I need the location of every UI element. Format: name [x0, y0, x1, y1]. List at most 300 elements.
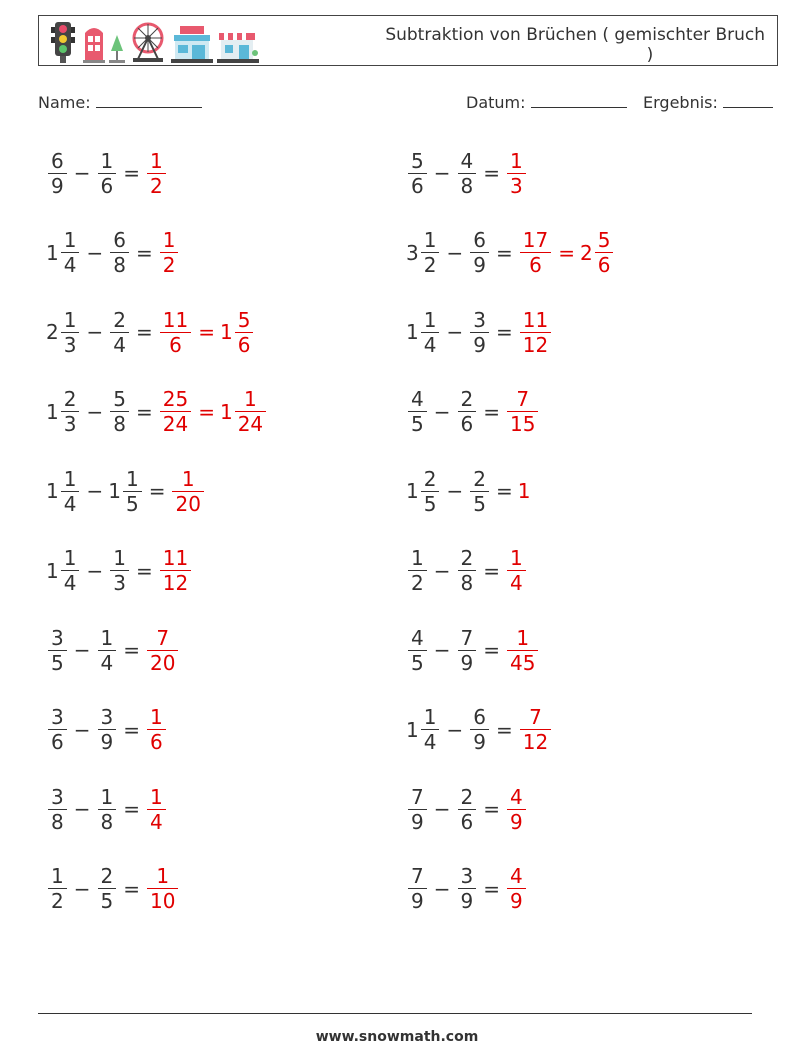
phone-booth-icon — [83, 21, 105, 63]
fraction — [421, 308, 440, 357]
mixed-number — [145, 626, 180, 675]
mixed-number — [406, 149, 429, 198]
answer — [505, 785, 528, 834]
denominator: 9 — [100, 730, 114, 754]
denominator: 6 — [237, 332, 251, 357]
numerator: 11 — [162, 546, 189, 570]
denominator: 5 — [125, 491, 139, 516]
whole-part: 1 — [517, 479, 531, 503]
numerator: 1 — [423, 228, 437, 252]
denominator: 24 — [162, 412, 189, 436]
numerator: 1 — [113, 546, 126, 570]
mixed-number — [158, 228, 181, 277]
traffic-light-icon — [47, 21, 79, 63]
mixed-number — [505, 387, 540, 436]
minus-sign: − — [433, 399, 451, 424]
fraction — [507, 626, 538, 675]
market-stall-icon — [217, 21, 259, 63]
denominator: 15 — [510, 412, 536, 436]
fraction — [470, 308, 489, 357]
denominator: 4 — [423, 730, 437, 754]
denominator: 9 — [460, 650, 474, 675]
answer — [145, 149, 168, 198]
mixed-number — [456, 387, 479, 436]
numerator: 7 — [460, 625, 474, 650]
name-blank[interactable] — [96, 93, 202, 108]
fraction — [147, 864, 178, 913]
denominator: 2 — [423, 253, 437, 277]
numerator: 1 — [63, 546, 77, 570]
problem-row — [46, 541, 193, 601]
denominator: 12 — [162, 571, 189, 595]
fraction — [160, 387, 191, 436]
equals-sign: = — [483, 558, 500, 583]
answer — [158, 308, 256, 357]
mixed-number — [46, 864, 69, 913]
answer — [145, 626, 180, 675]
result-label: Ergebnis: — [643, 93, 718, 112]
fraction — [110, 308, 129, 357]
denominator: 20 — [150, 650, 176, 675]
denominator: 9 — [473, 253, 486, 277]
numerator: 25 — [162, 387, 189, 411]
equals-sign: = — [148, 479, 166, 503]
numerator: 1 — [63, 307, 77, 332]
numerator: 1 — [156, 864, 170, 888]
fraction — [48, 864, 67, 913]
numerator: 3 — [460, 864, 474, 888]
equals-sign: = — [483, 876, 500, 901]
header-icons — [47, 21, 259, 63]
problem-row — [406, 223, 615, 283]
mixed-number — [46, 626, 69, 675]
numerator: 17 — [522, 228, 549, 252]
equals-sign: = — [135, 558, 153, 583]
denominator: 5 — [411, 412, 424, 436]
denominator: 6 — [411, 173, 424, 198]
problem-row — [46, 461, 206, 521]
numerator: 1 — [181, 466, 195, 491]
minus-sign: − — [73, 638, 91, 662]
mixed-number — [46, 705, 69, 754]
problem-row — [406, 620, 540, 680]
numerator: 2 — [113, 307, 126, 332]
mixed-number — [96, 149, 119, 198]
mixed-number — [96, 705, 119, 754]
fraction — [520, 228, 551, 277]
numerator: 1 — [516, 625, 530, 650]
mixed-number — [580, 228, 615, 277]
fraction — [507, 546, 526, 595]
denominator: 12 — [522, 730, 549, 754]
whole-part: 1 — [46, 399, 59, 424]
fraction — [123, 467, 142, 516]
whole-part: 1 — [406, 479, 419, 503]
equals-sign: = — [135, 399, 153, 424]
numerator: 3 — [100, 705, 114, 729]
numerator: 7 — [156, 625, 170, 650]
fraction — [110, 546, 129, 595]
answer — [170, 467, 205, 516]
denominator: 5 — [423, 491, 437, 516]
whole-part: 1 — [406, 320, 419, 344]
denominator: 4 — [113, 332, 126, 357]
mixed-number — [145, 705, 168, 754]
denominator: 8 — [460, 173, 474, 198]
problem-row — [406, 859, 528, 919]
whole-part: 3 — [406, 240, 419, 265]
mixed-number — [108, 308, 131, 357]
equals-sign: = — [483, 161, 500, 185]
mixed-number — [46, 228, 81, 277]
fraction — [98, 864, 117, 913]
mixed-number — [518, 705, 553, 754]
mixed-number — [468, 467, 491, 516]
mixed-number — [108, 546, 131, 595]
denominator: 9 — [411, 889, 424, 913]
numerator: 2 — [460, 546, 474, 570]
numerator: 1 — [423, 705, 437, 729]
problem-row — [406, 143, 528, 203]
mixed-number — [505, 864, 528, 913]
fraction — [235, 308, 254, 357]
fraction — [147, 705, 166, 754]
numerator: 5 — [113, 387, 126, 411]
mixed-number — [170, 467, 205, 516]
mixed-number — [406, 864, 429, 913]
numerator: 4 — [411, 625, 424, 650]
mixed-number — [406, 705, 441, 754]
numerator: 7 — [516, 387, 530, 411]
fraction — [172, 467, 203, 516]
equals-sign: = — [483, 399, 500, 424]
problem-row — [46, 779, 168, 839]
problem-row — [46, 302, 255, 362]
fraction — [408, 864, 427, 913]
fraction — [458, 149, 477, 198]
page-title-line2: ) — [646, 45, 654, 65]
denominator: 4 — [423, 332, 437, 357]
minus-sign: − — [73, 161, 91, 185]
problem-row — [46, 700, 168, 760]
answer — [518, 228, 616, 277]
fraction — [421, 228, 440, 277]
fraction — [61, 387, 80, 436]
equals-sign: = — [198, 320, 215, 344]
denominator: 6 — [51, 730, 64, 754]
fraction — [110, 228, 129, 277]
problem-row — [406, 779, 528, 839]
mixed-number — [46, 467, 81, 516]
numerator: 6 — [51, 148, 64, 173]
mixed-number — [406, 308, 441, 357]
numerator: 7 — [411, 864, 424, 888]
mixed-number — [505, 149, 528, 198]
mixed-number — [46, 785, 69, 834]
equals-sign: = — [495, 479, 513, 503]
answer — [518, 308, 553, 357]
mixed-number — [406, 626, 429, 675]
page-title — [385, 25, 765, 65]
mixed-number — [46, 149, 69, 198]
mixed-number — [456, 546, 479, 595]
fraction — [595, 228, 614, 277]
fraction — [235, 387, 266, 436]
fraction — [48, 705, 67, 754]
fraction — [160, 228, 179, 277]
mixed-number — [518, 479, 531, 503]
denominator: 2 — [150, 173, 163, 198]
fraction — [147, 785, 166, 834]
mixed-number — [108, 387, 131, 436]
fraction — [160, 308, 191, 357]
fraction — [470, 467, 489, 516]
fraction — [458, 785, 477, 834]
name-field[interactable] — [38, 93, 202, 112]
answer — [518, 705, 553, 754]
answer — [158, 546, 193, 595]
denominator: 24 — [237, 412, 264, 436]
denominator: 5 — [51, 650, 64, 675]
fraction — [98, 149, 117, 198]
denominator: 9 — [460, 889, 474, 913]
numerator: 2 — [423, 466, 437, 491]
problem-row — [406, 382, 540, 442]
mixed-number — [518, 308, 553, 357]
answer — [158, 228, 181, 277]
result-blank[interactable] — [723, 93, 773, 108]
whole-part: 1 — [46, 479, 59, 503]
numerator: 5 — [411, 148, 424, 173]
equals-sign: = — [495, 240, 513, 265]
denominator: 8 — [113, 412, 126, 436]
fraction — [408, 387, 427, 436]
denominator: 4 — [63, 571, 77, 595]
page-title-line1: Subtraktion von Brüchen ( gemischter Bruch — [385, 25, 765, 45]
minus-sign: − — [446, 320, 464, 344]
minus-sign: − — [86, 399, 104, 424]
mixed-number — [145, 864, 180, 913]
minus-sign: − — [446, 717, 464, 742]
denominator: 3 — [63, 412, 77, 436]
name-label: Name: — [38, 93, 91, 112]
denominator: 4 — [63, 253, 77, 277]
denominator: 8 — [460, 571, 474, 595]
denominator: 9 — [411, 809, 424, 834]
fraction — [98, 705, 117, 754]
answer — [145, 705, 168, 754]
denominator: 6 — [169, 332, 182, 357]
whole-part: 2 — [579, 240, 593, 265]
equals-sign: = — [135, 240, 153, 265]
mixed-number — [220, 308, 255, 357]
mixed-number — [518, 228, 553, 277]
tree-icon — [109, 21, 125, 63]
numerator: 1 — [63, 466, 77, 491]
footer-url: www.snowmath.com — [315, 1029, 479, 1045]
mixed-number — [505, 785, 528, 834]
fraction — [147, 149, 166, 198]
problem-row — [46, 382, 268, 442]
numerator: 6 — [473, 705, 486, 729]
equals-sign: = — [483, 638, 500, 662]
mixed-number — [505, 546, 528, 595]
mixed-number — [468, 228, 491, 277]
denominator: 3 — [113, 571, 126, 595]
denominator: 45 — [510, 650, 536, 675]
minus-sign: − — [433, 558, 451, 583]
numerator: 1 — [100, 625, 114, 650]
problem-row — [46, 143, 168, 203]
mixed-number — [108, 228, 131, 277]
answer — [145, 785, 168, 834]
whole-part: 1 — [219, 320, 233, 344]
mixed-number — [158, 546, 193, 595]
problem-row — [46, 620, 180, 680]
equals-sign: = — [135, 320, 153, 344]
numerator: 1 — [125, 466, 139, 491]
numerator: 1 — [51, 864, 64, 888]
mixed-number — [505, 626, 540, 675]
fraction — [61, 546, 80, 595]
numerator: 1 — [150, 705, 163, 729]
fraction — [470, 705, 489, 754]
denominator: 8 — [113, 253, 126, 277]
whole-part: 1 — [406, 717, 419, 742]
numerator: 4 — [411, 387, 424, 411]
mixed-number — [406, 228, 441, 277]
problem-row — [406, 302, 553, 362]
denominator: 3 — [510, 173, 523, 198]
date-field[interactable] — [466, 93, 627, 112]
answer — [505, 626, 540, 675]
denominator: 9 — [510, 809, 523, 834]
mixed-number — [96, 864, 119, 913]
answer — [505, 546, 528, 595]
numerator: 2 — [63, 387, 77, 411]
denominator: 4 — [63, 491, 77, 516]
problem-row — [46, 223, 180, 283]
mixed-number — [145, 785, 168, 834]
problem-row — [406, 700, 553, 760]
mixed-number — [46, 546, 81, 595]
fraction — [421, 705, 440, 754]
fraction — [470, 228, 489, 277]
numerator: 1 — [63, 228, 77, 252]
mixed-number — [406, 785, 429, 834]
equals-sign: = — [123, 876, 140, 901]
equals-sign: = — [483, 797, 500, 821]
denominator: 6 — [529, 253, 542, 277]
minus-sign: − — [73, 797, 91, 821]
worksheet-header — [38, 15, 778, 66]
answer — [518, 479, 531, 503]
numerator: 3 — [51, 625, 64, 650]
minus-sign: − — [446, 479, 464, 503]
mixed-number — [158, 308, 193, 357]
problem-row — [46, 859, 180, 919]
numerator: 1 — [244, 387, 257, 411]
numerator: 6 — [113, 228, 126, 252]
denominator: 2 — [162, 253, 176, 277]
fraction — [408, 546, 427, 595]
date-label: Datum: — [466, 93, 526, 112]
answer — [505, 149, 528, 198]
minus-sign: − — [86, 240, 104, 265]
denominator: 3 — [63, 332, 77, 357]
minus-sign: − — [86, 320, 104, 344]
fraction — [507, 387, 538, 436]
numerator: 2 — [100, 864, 114, 888]
denominator: 8 — [100, 809, 114, 834]
numerator: 1 — [150, 784, 163, 809]
mixed-number — [158, 387, 193, 436]
mixed-number — [145, 149, 168, 198]
fraction — [408, 626, 427, 675]
numerator: 5 — [237, 307, 251, 332]
mixed-number — [46, 387, 81, 436]
denominator: 9 — [510, 889, 523, 913]
denominator: 4 — [100, 650, 114, 675]
fraction — [61, 228, 80, 277]
problem-row — [406, 541, 528, 601]
equals-sign: = — [123, 797, 140, 821]
denominator: 6 — [100, 173, 114, 198]
denominator: 6 — [150, 730, 163, 754]
denominator: 8 — [51, 809, 64, 834]
whole-part: 1 — [46, 240, 59, 265]
mixed-number — [96, 626, 119, 675]
fraction — [408, 785, 427, 834]
minus-sign: − — [446, 240, 464, 265]
fraction — [507, 864, 526, 913]
mixed-number — [406, 546, 429, 595]
denominator: 6 — [597, 253, 611, 277]
fraction — [458, 546, 477, 595]
equals-sign: = — [198, 399, 215, 424]
fraction — [520, 705, 551, 754]
denominator: 12 — [522, 332, 549, 357]
denominator: 4 — [510, 571, 523, 595]
fraction — [520, 308, 551, 357]
equals-sign: = — [558, 240, 575, 265]
fraction — [458, 626, 477, 675]
mixed-number — [468, 705, 491, 754]
fraction — [48, 626, 67, 675]
mixed-number — [46, 308, 81, 357]
mixed-number — [456, 626, 479, 675]
mixed-number — [108, 467, 143, 516]
numerator: 1 — [150, 148, 163, 173]
mixed-number — [220, 387, 268, 436]
numerator: 3 — [51, 705, 64, 729]
numerator: 11 — [522, 307, 549, 332]
numerator: 7 — [529, 705, 542, 729]
result-field[interactable] — [643, 93, 773, 112]
fraction — [48, 149, 67, 198]
fraction — [98, 626, 117, 675]
fraction — [421, 467, 440, 516]
denominator: 6 — [460, 412, 474, 436]
ferris-wheel-icon — [129, 21, 167, 63]
mixed-number — [468, 308, 491, 357]
denominator: 20 — [175, 491, 201, 516]
fraction — [48, 785, 67, 834]
footer-divider — [38, 1013, 752, 1014]
date-blank[interactable] — [531, 93, 627, 108]
answer — [158, 387, 268, 436]
whole-part: 1 — [219, 399, 233, 424]
